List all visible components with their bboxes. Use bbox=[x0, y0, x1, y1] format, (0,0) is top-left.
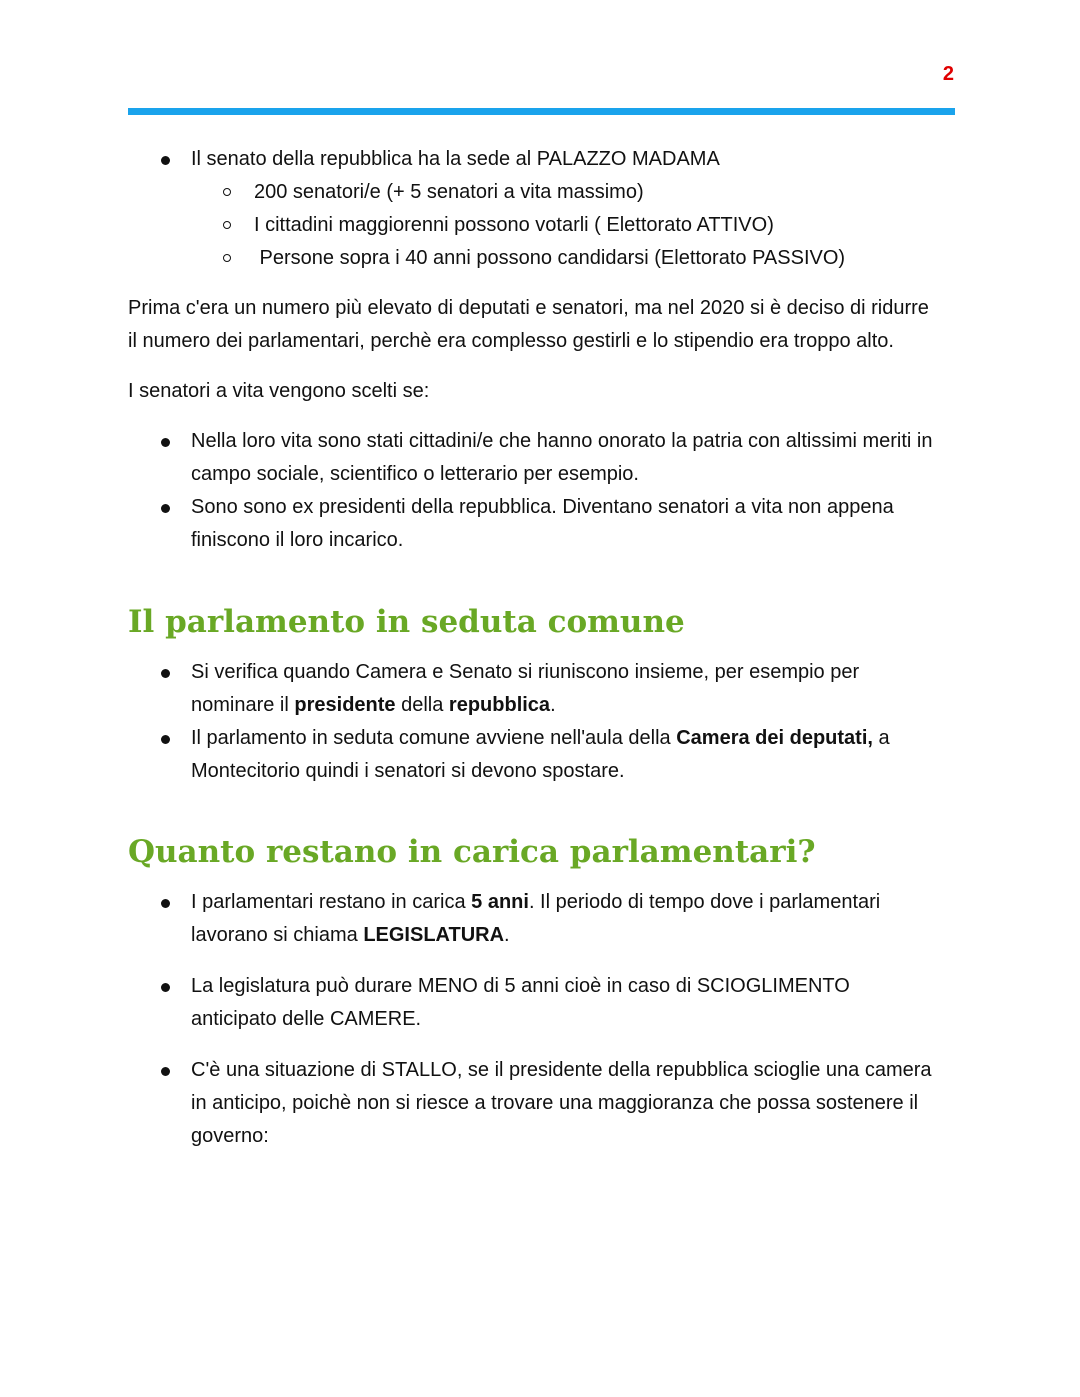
paragraph-life-senators-intro: I senatori a vita vengono scelti se: bbox=[128, 380, 430, 402]
senate-list bbox=[128, 143, 938, 176]
bold-text: LEGISLATURA bbox=[363, 924, 505, 946]
list-item-text: Nella loro vita sono stati cittadini/e che hanno onorato la patria con altissimi meriti in campo sociale, scientifico o letterario per esempio. bbox=[191, 430, 933, 485]
list-item bbox=[128, 886, 938, 952]
text-run: Il parlamento in seduta comune avviene nell'aula della bbox=[191, 727, 677, 749]
bold-text: Camera dei deputati, bbox=[676, 727, 873, 749]
senate-subitem bbox=[128, 242, 938, 275]
senate-subitem-text: Persone sopra i 40 anni possono candidarsi (Elettorato PASSIVO) bbox=[254, 247, 846, 269]
document-body bbox=[128, 143, 938, 1153]
senate-subitem bbox=[128, 209, 938, 242]
page-number: 2 bbox=[942, 63, 954, 85]
list-item bbox=[128, 491, 938, 557]
senate-subitem-text: I cittadini maggiorenni possono votarli ( Elettorato ATTIVO) bbox=[254, 214, 774, 236]
senate-sublist bbox=[128, 176, 938, 275]
list-item bbox=[128, 970, 938, 1036]
list-item bbox=[128, 1054, 938, 1153]
text-run: a Montecitorio quindi i senatori si devono spostare. bbox=[191, 727, 890, 782]
section-heading-joint-session: Il parlamento in seduta comune bbox=[128, 604, 685, 640]
joint-session-list bbox=[128, 656, 938, 788]
list-item-text: C'è una situazione di STALLO, se il presidente della repubblica scioglie una camera in anticipo, poichè non si riesce a trovare una maggioranza che possa sostenere il governo: bbox=[191, 1059, 932, 1147]
text-run: I parlamentari restano in carica bbox=[191, 891, 472, 913]
term-length-list bbox=[128, 886, 938, 1153]
list-item bbox=[128, 722, 938, 788]
bold-text: repubblica bbox=[448, 694, 551, 716]
list-item-text: La legislatura può durare MENO di 5 anni cioè in caso di SCIOGLIMENTO anticipato delle CAMERE. bbox=[191, 975, 850, 1030]
senate-bullet bbox=[128, 143, 938, 176]
list-item-text: Sono sono ex presidenti della repubblica. Diventano senatori a vita non appena finiscono il loro incarico. bbox=[191, 496, 894, 551]
header-rule bbox=[128, 108, 955, 115]
paragraph-reduction: Prima c'era un numero più elevato di deputati e senatori, ma nel 2020 si è deciso di ridurre il numero dei parlamentari, perchè era complesso gestirli e lo stipendio era troppo alto. bbox=[128, 297, 929, 352]
life-senators-list bbox=[128, 425, 938, 557]
senate-subitem-text: 200 senatori/e (+ 5 senatori a vita massimo) bbox=[254, 181, 644, 203]
text-run: . bbox=[550, 694, 556, 716]
list-item bbox=[128, 425, 938, 491]
bold-text: 5 anni bbox=[471, 891, 529, 913]
text-run: . bbox=[504, 924, 510, 946]
bold-text: presidente bbox=[294, 694, 396, 716]
senate-subitem bbox=[128, 176, 938, 209]
senate-bullet-text: Il senato della repubblica ha la sede al PALAZZO MADAMA bbox=[191, 148, 720, 170]
section-heading-term-length: Quanto restano in carica parlamentari? bbox=[128, 834, 816, 870]
text-run: Si verifica quando Camera e Senato si riuniscono insieme, per esempio per nominare il bbox=[191, 661, 860, 716]
text-run: della bbox=[395, 694, 449, 716]
list-item bbox=[128, 656, 938, 722]
text-run: . Il periodo di tempo dove i parlamentari lavorano si chiama bbox=[191, 891, 881, 946]
